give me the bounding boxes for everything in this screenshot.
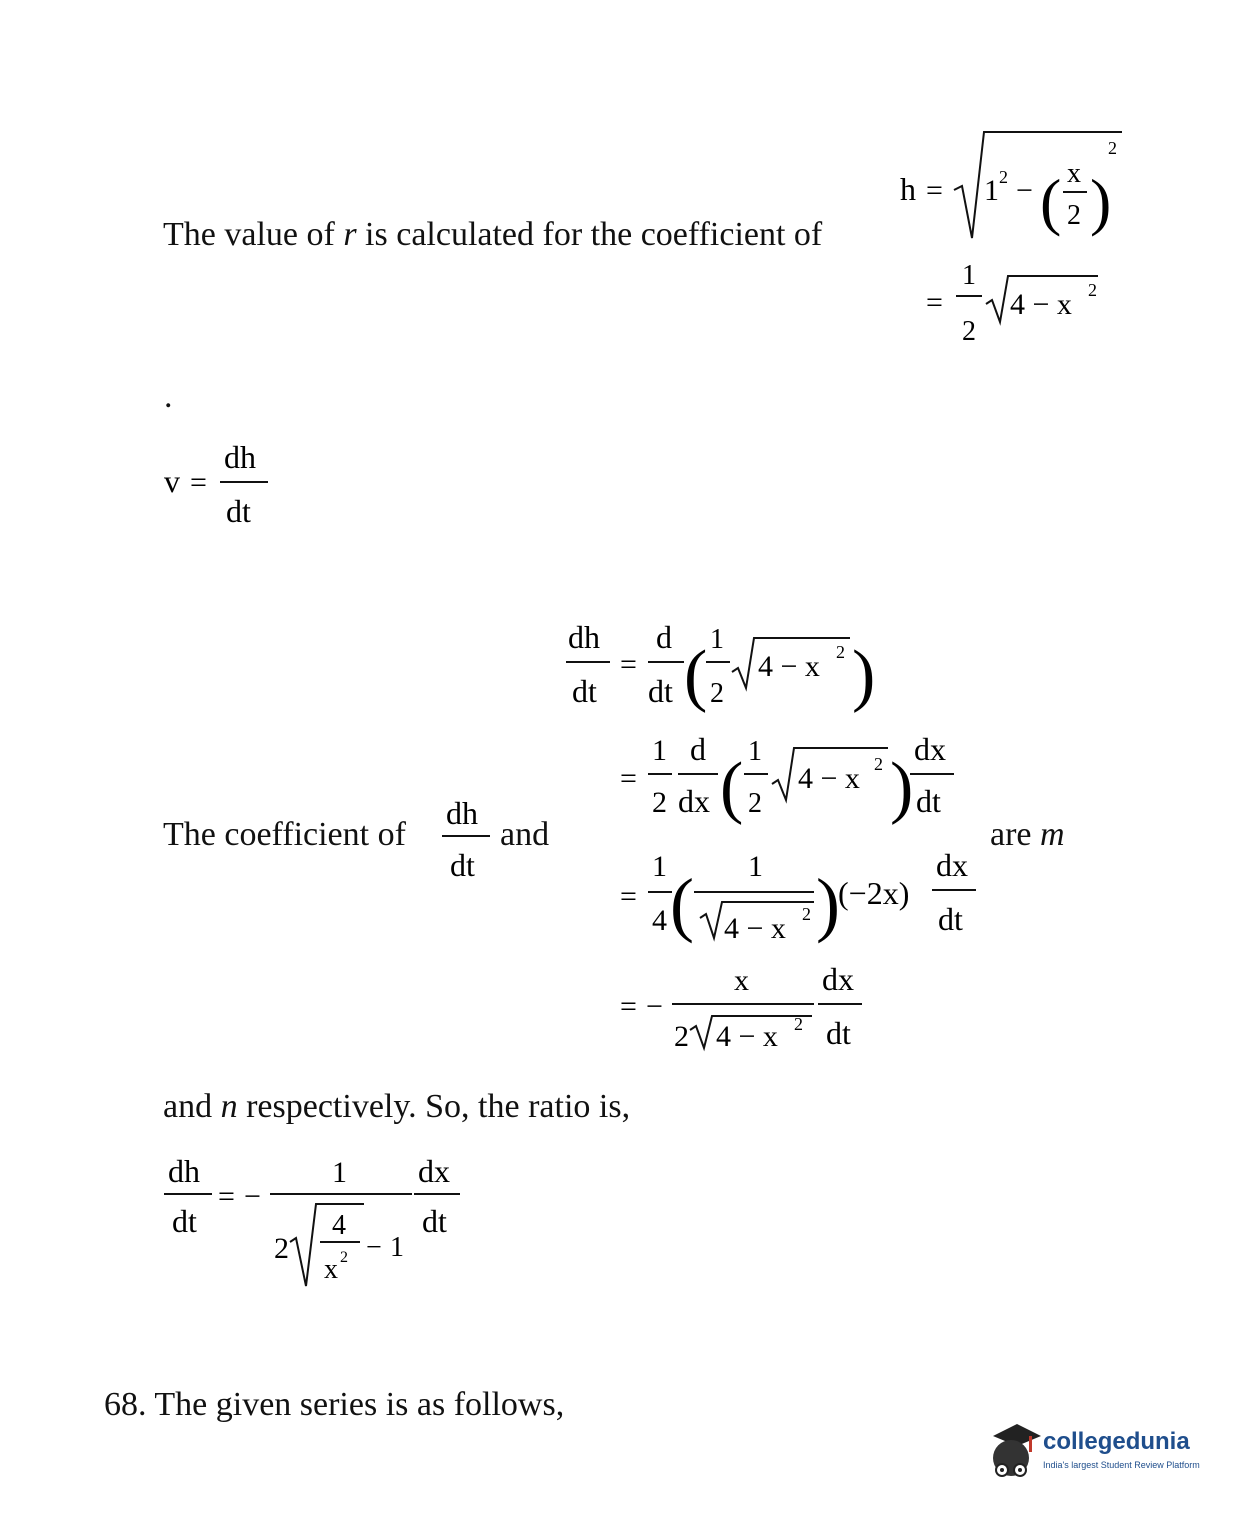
svg-text:1: 1	[984, 174, 999, 207]
svg-text:4 − x: 4 − x	[724, 912, 786, 945]
svg-text:dt: dt	[172, 1203, 197, 1239]
svg-text:1: 1	[748, 850, 763, 883]
question-68-text: 68. The given series is as follows,	[104, 1386, 565, 1423]
svg-text:1: 1	[962, 260, 976, 291]
respectively-text: and n respectively. So, the ratio is,	[163, 1088, 631, 1125]
svg-text:=: =	[620, 880, 637, 913]
svg-text:): )	[852, 637, 876, 714]
svg-text:4 − x: 4 − x	[1010, 288, 1072, 321]
svg-text:): )	[1090, 166, 1112, 237]
svg-text:4: 4	[652, 904, 667, 937]
svg-text:x: x	[734, 964, 749, 997]
and-text: and	[500, 816, 550, 853]
svg-text:2: 2	[836, 642, 845, 662]
svg-text:1: 1	[332, 1156, 347, 1189]
svg-text:dx: dx	[914, 731, 946, 767]
svg-text:=: =	[218, 1180, 235, 1213]
svg-text:d: d	[656, 619, 672, 655]
svg-text:dt: dt	[226, 493, 251, 529]
svg-text:dh: dh	[224, 439, 256, 475]
svg-text:dt: dt	[450, 847, 475, 883]
svg-text:2: 2	[802, 904, 811, 924]
svg-text:4: 4	[332, 1210, 346, 1241]
svg-text:2: 2	[1108, 138, 1117, 158]
h-label: h	[900, 171, 916, 207]
svg-text:2: 2	[1067, 200, 1081, 231]
svg-text:4 − x: 4 − x	[798, 762, 860, 795]
svg-text:(−2x): (−2x)	[838, 875, 910, 911]
svg-text:2: 2	[962, 316, 976, 347]
svg-text:(: (	[720, 749, 744, 826]
svg-text:−: −	[646, 990, 663, 1023]
svg-text:dx: dx	[822, 961, 854, 997]
svg-text:dx: dx	[678, 783, 710, 819]
collegedunia-logo	[985, 1422, 1225, 1492]
svg-text:2: 2	[340, 1249, 348, 1266]
svg-text:dt: dt	[938, 901, 963, 937]
svg-text:1: 1	[748, 736, 762, 767]
h-equation	[890, 128, 1140, 353]
svg-text:−: −	[366, 1232, 382, 1263]
svg-text:1: 1	[652, 734, 667, 767]
v-equation	[160, 430, 280, 540]
svg-text:−: −	[1016, 174, 1033, 207]
svg-text:x: x	[324, 1254, 338, 1285]
are-m-text: are m	[990, 816, 1065, 853]
svg-text:(: (	[1040, 166, 1062, 237]
svg-text:4 − x: 4 − x	[758, 650, 820, 683]
logo-name: collegedunia	[1043, 1428, 1190, 1455]
svg-text:−: −	[244, 1180, 261, 1213]
svg-text:2: 2	[674, 1020, 689, 1053]
svg-text:2: 2	[1088, 280, 1097, 300]
svg-text:=: =	[620, 648, 637, 681]
svg-text:=: =	[190, 466, 207, 499]
svg-text:2: 2	[794, 1014, 803, 1034]
svg-text:=: =	[620, 762, 637, 795]
svg-text:): )	[890, 749, 914, 826]
ratio-equation	[160, 1150, 480, 1300]
svg-text:2: 2	[999, 167, 1008, 187]
svg-text:dh: dh	[446, 795, 478, 831]
svg-text:1: 1	[710, 624, 724, 655]
svg-text:4 − x: 4 − x	[716, 1020, 778, 1053]
svg-text:2: 2	[274, 1232, 289, 1265]
line1-text: The value of r is calculated for the coefficient of	[163, 216, 823, 253]
svg-text:dx: dx	[936, 847, 968, 883]
coef-fraction	[440, 790, 494, 890]
svg-text:2: 2	[874, 754, 883, 774]
svg-text:2: 2	[652, 786, 667, 819]
svg-text:=: =	[926, 286, 943, 319]
svg-text:=: =	[620, 990, 637, 1023]
svg-text:dt: dt	[648, 673, 673, 709]
coef-text: The coefficient of	[163, 816, 406, 853]
svg-text:d: d	[690, 731, 706, 767]
svg-text:dh: dh	[568, 619, 600, 655]
mascot-icon	[985, 1422, 1045, 1492]
separator-dot: .	[164, 378, 173, 415]
svg-text:dt: dt	[916, 783, 941, 819]
svg-text:dt: dt	[572, 673, 597, 709]
svg-text:v: v	[164, 463, 180, 499]
svg-text:(: (	[684, 637, 708, 714]
svg-text:dx: dx	[418, 1153, 450, 1189]
svg-text:1: 1	[390, 1232, 404, 1263]
svg-text:x: x	[1067, 158, 1081, 189]
svg-text:(: (	[670, 864, 694, 944]
svg-text:=: =	[926, 174, 943, 207]
logo-tagline: India's largest Student Review Platform	[1043, 1460, 1200, 1470]
svg-text:1: 1	[652, 850, 667, 883]
svg-text:dh: dh	[168, 1153, 200, 1189]
svg-text:): )	[816, 864, 840, 944]
derivation-block	[560, 612, 980, 1062]
svg-text:dt: dt	[826, 1015, 851, 1051]
svg-text:2: 2	[710, 678, 724, 709]
svg-text:dt: dt	[422, 1203, 447, 1239]
svg-text:2: 2	[748, 788, 762, 819]
